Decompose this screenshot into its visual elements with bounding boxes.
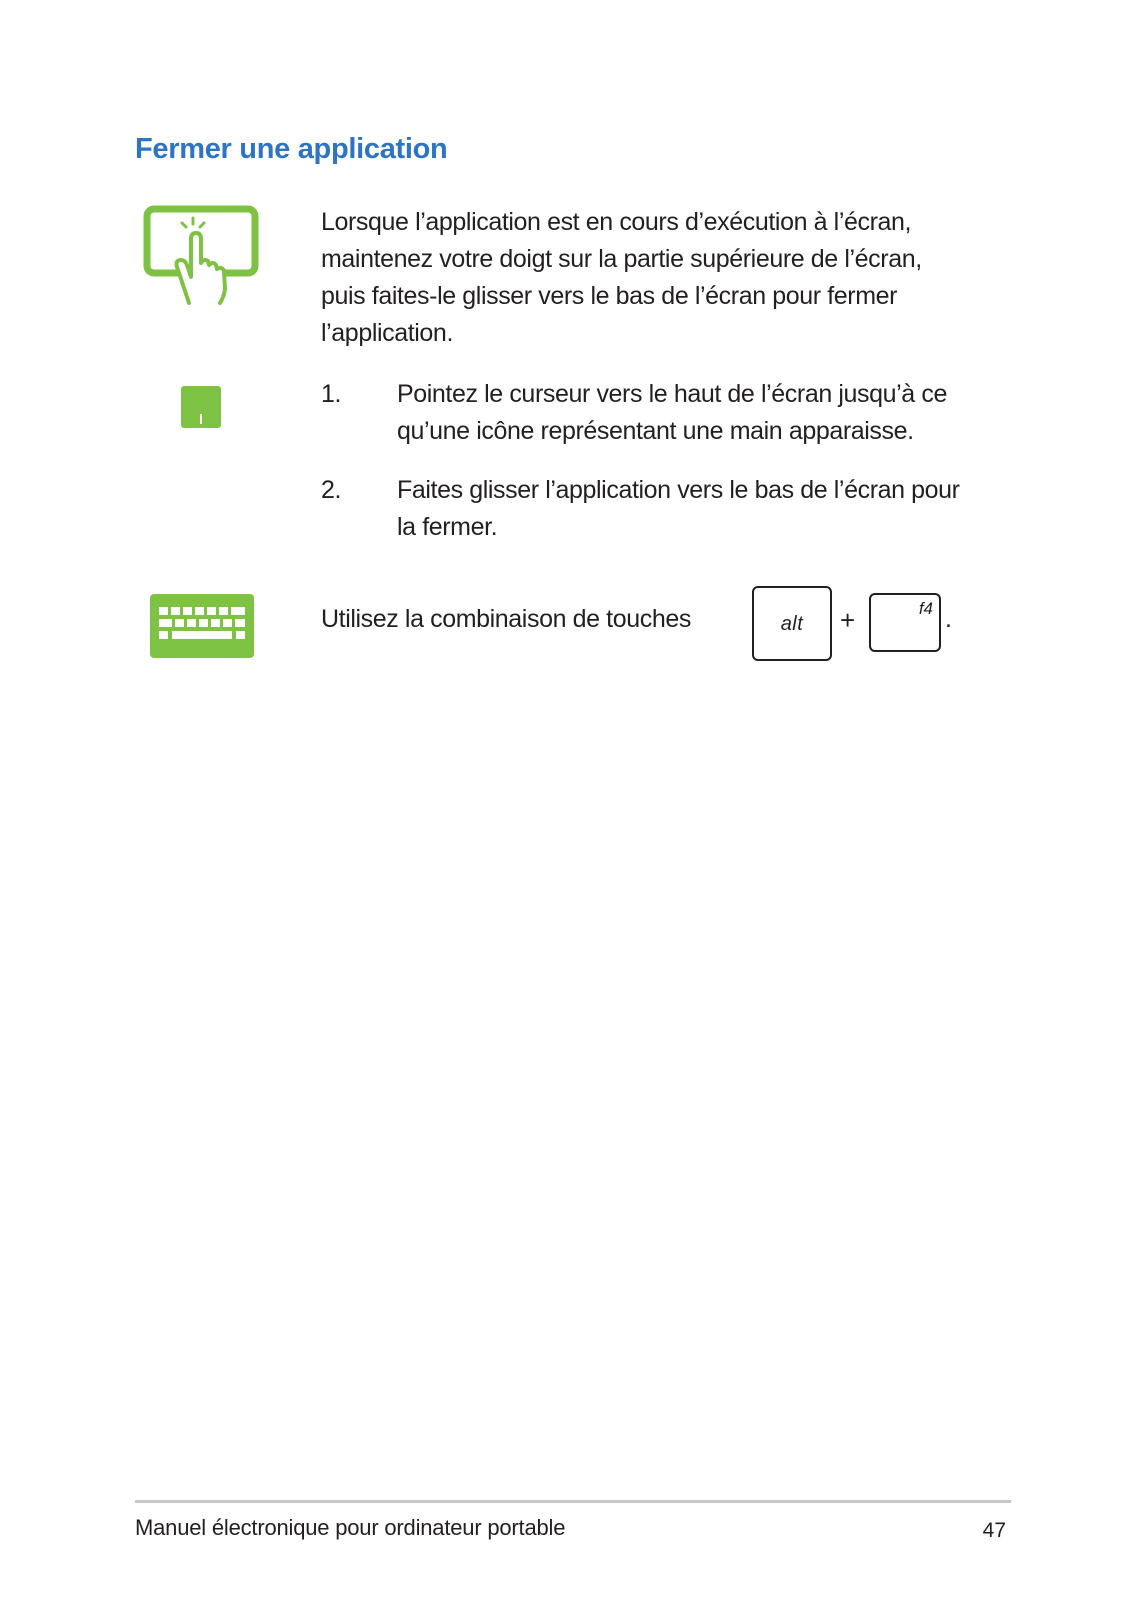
step-line: Pointez le curseur vers le haut de l’écran jusqu’à ce [397, 380, 947, 408]
step-text [397, 376, 947, 450]
sentence-period: . [945, 605, 952, 633]
intro-paragraph [321, 204, 1021, 352]
step-line: Faites glisser l’application vers le bas de l’écran pour [397, 476, 960, 504]
step-line: la fermer. [397, 513, 498, 541]
plus-sign: + [840, 605, 856, 635]
f4-key [869, 593, 941, 652]
alt-key-label: alt [780, 613, 804, 635]
intro-line: puis faites-le glisser vers le bas de l’écran pour fermer [321, 282, 898, 310]
intro-line: maintenez votre doigt sur la partie supérieure de l’écran, [321, 245, 922, 273]
intro-line: l’application. [321, 319, 453, 347]
step-number: 2. [321, 476, 342, 504]
page-number: 47 [982, 1519, 1006, 1542]
step-line: qu’une icône représentant une main apparaisse. [397, 417, 914, 445]
intro-line: Lorsque l’application est en cours d’exécution à l’écran, [321, 208, 912, 236]
touchpad-icon [181, 386, 221, 428]
step-text [397, 472, 960, 546]
alt-key [752, 586, 832, 661]
footer-divider [135, 1500, 1011, 1503]
keyboard-icon [150, 594, 254, 658]
touch-screen-gesture-icon [143, 205, 261, 313]
step-number: 1. [321, 380, 342, 408]
shortcut-text: Utilisez la combinaison de touches [321, 605, 691, 633]
section-heading: Fermer une application [135, 133, 448, 165]
footer-title: Manuel électronique pour ordinateur portable [135, 1515, 566, 1540]
f4-key-label: f4 [918, 599, 933, 618]
